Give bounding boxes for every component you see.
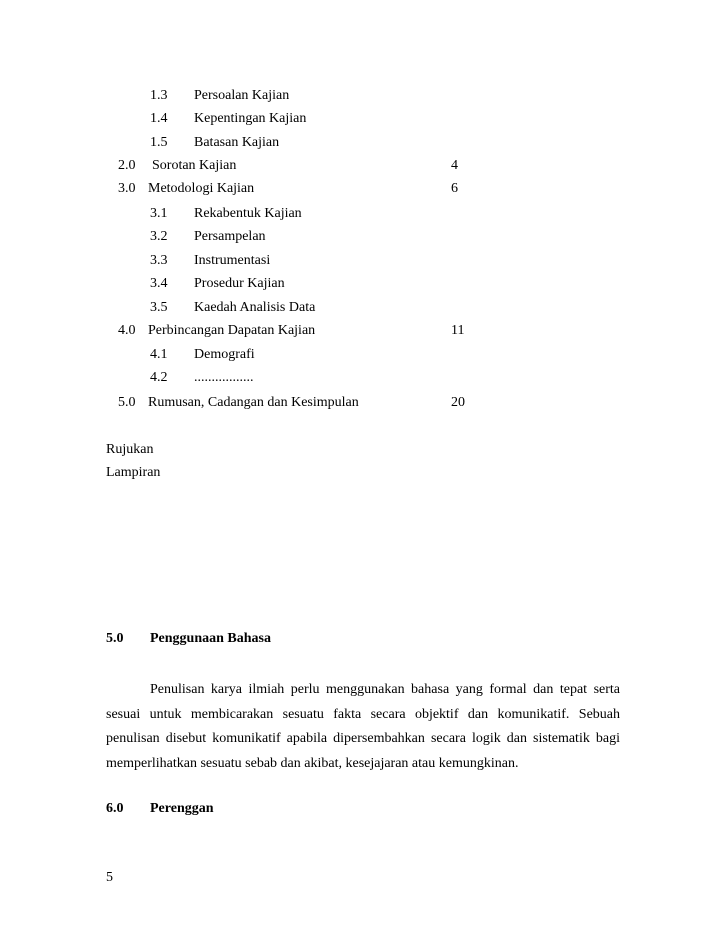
toc-item-number: 3.1 (150, 206, 168, 221)
paragraph-text: Penulisan karya ilmiah perlu menggunakan bahasa yang formal dan tepat serta sesuai untuk membicarakan sesuatu fakta secara objektif dan komunikatif. Sebuah penulisan disebut komunikatif apabila dipersembahkan secara logik dan sistematik bagi memperlihatkan sesuatu sebab dan akibat, kesejajaran atau kemungkinan. (106, 682, 620, 771)
toc-item-label: ................. (194, 370, 254, 385)
toc-item-number: 3.2 (150, 229, 168, 244)
section-heading: Penggunaan Bahasa (150, 631, 271, 646)
toc-item-number: 3.4 (150, 276, 168, 291)
toc-item-label: Kepentingan Kajian (194, 111, 307, 126)
toc-item-label: Kaedah Analisis Data (194, 300, 316, 315)
toc-item-number: 1.3 (150, 88, 168, 103)
toc-item-number: 4.0 (118, 323, 136, 338)
toc-item-label: Perbincangan Dapatan Kajian (148, 323, 316, 338)
toc-lampiran: Lampiran (106, 465, 161, 480)
toc-item-number: 5.0 (118, 395, 136, 410)
toc-item-label: Instrumentasi (194, 253, 271, 268)
toc-item-label: Metodologi Kajian (148, 181, 255, 196)
toc-item-label: Prosedur Kajian (194, 276, 285, 291)
toc-item-number: 4.1 (150, 347, 168, 362)
toc-item-number: 3.0 (118, 181, 136, 196)
toc-item-label: Persampelan (194, 229, 266, 244)
toc-item-label: Sorotan Kajian (152, 158, 237, 173)
toc-item-label: Rumusan, Cadangan dan Kesimpulan (148, 395, 359, 410)
toc-item-page: 4 (451, 158, 458, 173)
toc-rujukan: Rujukan (106, 442, 154, 457)
toc-item-page: 11 (451, 323, 465, 338)
toc-item-page: 20 (451, 395, 465, 410)
toc-item-number: 3.5 (150, 300, 168, 315)
section-paragraph (106, 678, 620, 776)
toc-item-number: 3.3 (150, 253, 168, 268)
section-number: 6.0 (106, 801, 124, 816)
toc-item-label: Rekabentuk Kajian (194, 206, 302, 221)
toc-item-number: 4.2 (150, 370, 168, 385)
toc-item-label: Demografi (194, 347, 255, 362)
toc-item-page: 6 (451, 181, 458, 196)
page-number: 5 (106, 870, 113, 885)
toc-item-label: Batasan Kajian (194, 135, 280, 150)
toc-item-number: 1.5 (150, 135, 168, 150)
toc-item-number: 2.0 (118, 158, 136, 173)
toc-item-number: 1.4 (150, 111, 168, 126)
section-heading: Perenggan (150, 801, 214, 816)
toc-item-label: Persoalan Kajian (194, 88, 290, 103)
section-number: 5.0 (106, 631, 124, 646)
